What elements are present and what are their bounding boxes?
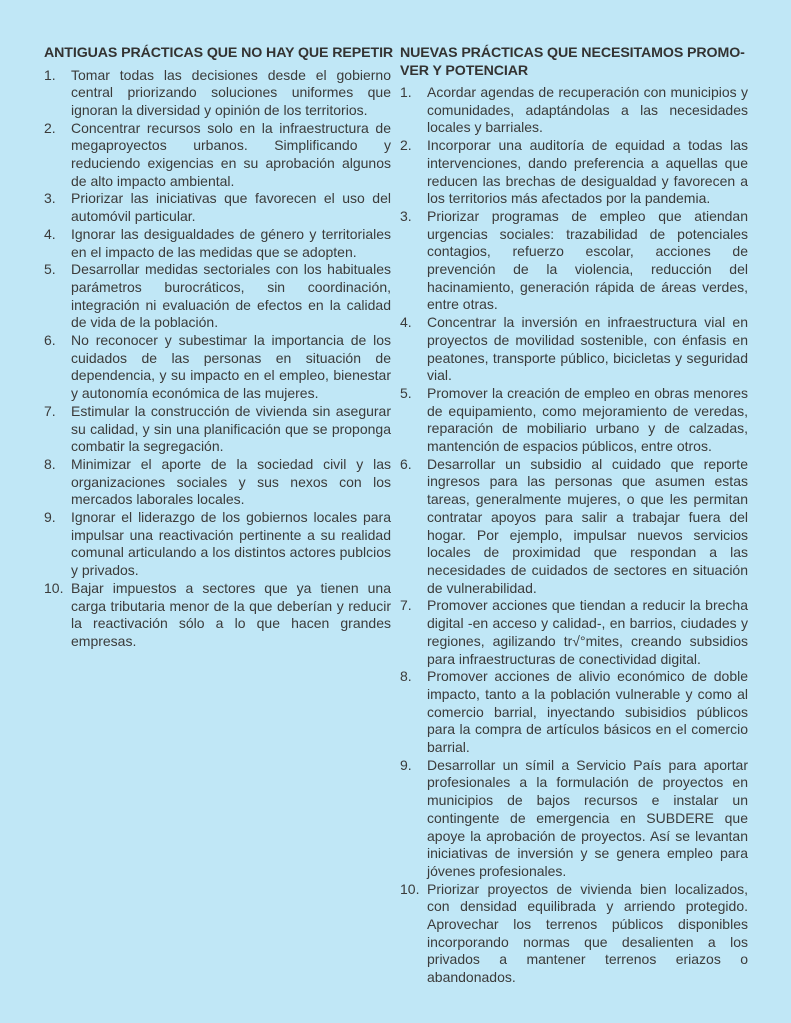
- item-number: 1.: [400, 84, 412, 100]
- item-text: Promover acciones de alivio económico de doble impacto, tanto a la población vulnerable y como al comercio barrial, inyectando subisidios públicos para la compra de artículos básicos en el comercio barrial.: [427, 668, 748, 756]
- item-text: Desarrollar un subsidio al cuidado que reporte ingresos para las personas que asumen estas tareas, generalmente mujeres, o que les permitan contratar apoyos para salir a trabajar fuera del hogar. Por ejemplo, impulsar nuevos servicios locales de proximidad que respondan a las necesidades de cuidados de sectores en situación de vulnerabilidad.: [427, 455, 748, 596]
- list-item: [44, 456, 391, 509]
- list-item: [400, 757, 748, 881]
- list-item: [400, 597, 748, 668]
- item-number: 2.: [44, 119, 56, 136]
- item-number: 10.: [44, 579, 64, 596]
- item-number: 9.: [44, 509, 56, 526]
- item-text: Estimular la construcción de vivienda sin asegurar su calidad, y sin una planificación que se proponga combatir la segregación.: [71, 402, 391, 455]
- item-text: Desarrollar un símil a Servicio País para aportar profesionales a la formulación de proyectos en municipios de bajos recursos e instalar un contingente de emergencia en SUBDERE que apoye la aprobación de proyectos. Así se levantan iniciativas de inversión y se genera empleo para jóvenes profesionales.: [427, 756, 748, 879]
- list-item: [44, 403, 391, 456]
- list-item: [400, 385, 748, 456]
- item-text: Ignorar el liderazgo de los gobiernos locales para impulsar una reactivación pertinente a su realidad comunal articulando a los distintos actores publcios y privados.: [71, 509, 391, 579]
- list-item: [400, 208, 748, 314]
- item-number: 2.: [400, 137, 412, 154]
- old-practices-heading: [44, 45, 394, 63]
- list-item: [44, 190, 391, 225]
- list-item: [400, 84, 748, 137]
- item-text: Ignorar las desigualdades de género y territoriales en el impacto de las medidas que se adopten.: [71, 225, 391, 260]
- list-item: [400, 137, 748, 208]
- new-practices-column: [400, 45, 748, 987]
- item-number: 7.: [44, 402, 56, 419]
- item-text: Acordar agendas de recuperación con municipios y comunidades, adaptándolas a las necesidades locales y barriales.: [427, 84, 748, 136]
- item-number: 4.: [400, 314, 412, 331]
- item-number: 5.: [400, 384, 412, 401]
- list-item: [44, 580, 391, 651]
- item-number: 3.: [400, 207, 412, 224]
- item-number: 6.: [44, 332, 56, 349]
- item-text: No reconocer y subestimar la importancia de los cuidados de las personas en situación de dependencia, y su impacto en el empleo, bienestar y autonomía económica de las mujeres.: [71, 332, 391, 402]
- item-text: Priorizar las iniciativas que favorecen el uso del automóvil particular.: [71, 190, 391, 225]
- item-number: 8.: [400, 668, 412, 685]
- list-item: [44, 509, 391, 580]
- item-text: Priorizar proyectos de vivienda bien localizados, con densidad equilibrada y arriendo protegido. Aprovechar los terrenos públicos disponibles incorporando normas que desalienten a los privados a mantener terrenos eriazos o abandonados.: [427, 880, 748, 986]
- heading-line: ANTIGUAS PRÁCTICAS QUE NO HAY QUE REPETIR: [44, 45, 394, 61]
- item-text: Priorizar programas de empleo que atiendan urgencias sociales: trazabilidad de potenciales contagios, refuerzo escolar, acciones de prevención de la violencia, reducción del hacinamiento, generación rápida de áreas verdes, entre otras.: [427, 207, 748, 313]
- old-practices-list: [44, 67, 391, 651]
- list-item: [44, 226, 391, 261]
- new-practices-list: [400, 84, 748, 987]
- item-text: Bajar impuestos a sectores que ya tienen una carga tributaria menor de la que deberían y reducir la reactivación sólo a lo que hacen grandes empresas.: [71, 579, 391, 649]
- list-item: [400, 668, 748, 757]
- list-item: [400, 456, 748, 598]
- item-number: 7.: [400, 597, 412, 614]
- heading-line: VER Y POTENCIAR: [400, 62, 529, 79]
- item-number: 9.: [400, 756, 412, 773]
- list-item: [44, 332, 391, 403]
- old-practices-column: [44, 45, 394, 987]
- list-item: [400, 314, 748, 385]
- item-number: 5.: [44, 261, 56, 278]
- item-text: Desarrollar medidas sectoriales con los habituales parámetros burocráticos, sin coordinación, integración ni evaluación de efectos en la calidad de vida de la población.: [71, 261, 391, 331]
- item-text: Concentrar la inversión en infraestructura vial en proyectos de movilidad sostenible, con énfasis en peatones, transporte público, bicicletas y seguridad vial.: [427, 314, 748, 384]
- list-item: [44, 67, 391, 120]
- item-text: Tomar todas las decisiones desde el gobierno central priorizando soluciones uniformes que ignoran la diversidad y opinión de los territorios.: [71, 66, 391, 118]
- list-item: [400, 881, 748, 987]
- list-item: [44, 261, 391, 332]
- two-column-layout: [44, 45, 748, 987]
- item-number: 10.: [400, 880, 420, 897]
- heading-line: NUEVAS PRÁCTICAS QUE NECESITAMOS PROMO-: [400, 45, 745, 61]
- item-text: Concentrar recursos solo en la infraestructura de megaproyectos urbanos. Simplificando y reduciendo exigencias en su aprobación algunos de alto impacto ambiental.: [71, 119, 391, 189]
- item-text: Promover la creación de empleo en obras menores de equipamiento, como mejoramiento de veredas, reparación de mobiliario urbano y de calzadas, mantención de espacios públicos, entre otros.: [427, 384, 748, 455]
- item-number: 3.: [44, 190, 56, 207]
- list-item: [44, 120, 391, 191]
- new-practices-heading: [400, 45, 748, 80]
- item-number: 6.: [400, 455, 412, 472]
- item-number: 1.: [44, 66, 56, 83]
- item-text: Incorporar una auditoría de equidad a todas las intervenciones, dando preferencia a aquellas que reducen las brechas de desigualdad y favorecen a los territorios más afectados por la pandemia.: [427, 137, 748, 207]
- item-number: 8.: [44, 455, 56, 472]
- item-text: Promover acciones que tiendan a reducir la brecha digital -en acceso y calidad-, en barrios, ciudades y regiones, agilizando tr√°mites, creando subsidios para infraestructuras de conectividad digital.: [427, 597, 748, 667]
- item-number: 4.: [44, 225, 56, 242]
- item-text: Minimizar el aporte de la sociedad civil y las organizaciones sociales y sus nexos con los mercados laborales locales.: [71, 455, 391, 508]
